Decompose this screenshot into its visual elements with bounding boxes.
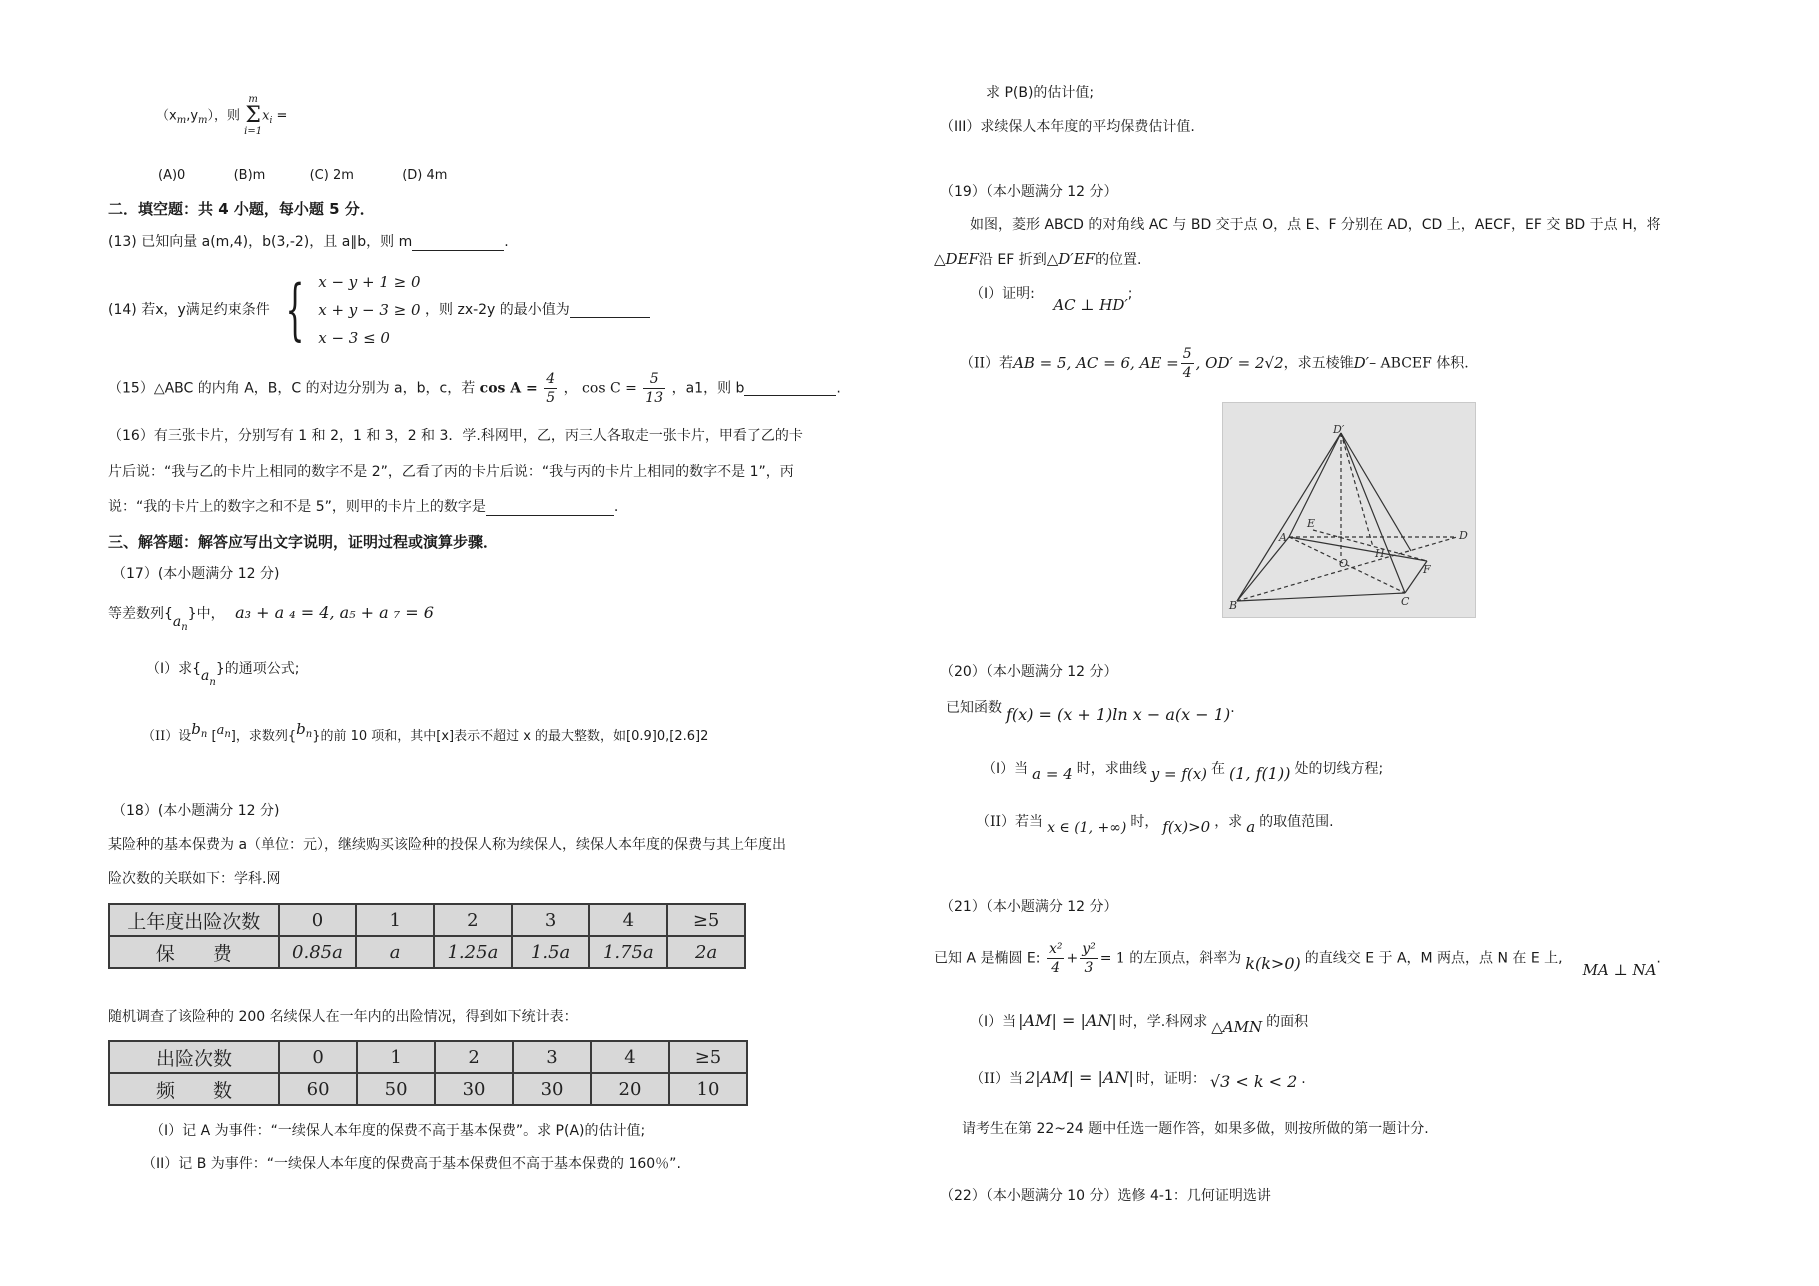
q16-line2: 片后说：“我与乙的卡片上相同的数字不是 2”，乙看了丙的卡片后说：“我与丙的卡片上相同的数字不是 1”，丙: [108, 464, 794, 480]
q17-header: （17）(本小题满分 12 分): [112, 566, 280, 582]
optional-note: 请考生在第 22~24 题中任选一题作答，如果多做，则按所做的第一题计分.: [962, 1121, 1429, 1137]
q19-part1: （I）证明: AC ⊥ HD′;: [970, 286, 1133, 314]
q17-stem: 等差数列$\{a_n\}$中， a₃ + a ₄ = 4, a₅ + a ₇ = 6: [108, 603, 434, 633]
constraint-system: { x − y + 1 ≥ 0 x + y − 3 ≥ 0 x − 3 ≤ 0: [285, 271, 421, 348]
label-f: F: [1423, 563, 1431, 576]
label-d-prime: D′: [1333, 423, 1345, 436]
label-d: D: [1459, 529, 1468, 542]
q18-stem1: 某险种的基本保费为 a（单位：元），继续购买该险种的投保人称为续保人，续保人本年度的保费与其上年度出: [108, 837, 787, 853]
q21-part2: （II）当 2|AM| = |AN| 时，证明： √3 < k < 2 .: [970, 1068, 1306, 1091]
section3-title: 三、解答题：解答应写出文字说明，证明过程或演算步骤．: [108, 533, 499, 551]
q17-part2: （II）设$b^n$ $[a^n]$，求数列$\{b^n\}$的前 10 项和，其中[x]表示不超过 x 的最大整数，如[0.9]0,[2.6]2: [142, 720, 709, 744]
q21-part1: （I）当 |AM| = |AN| 时，学.科网求 △AMN 的面积: [970, 1011, 1309, 1036]
q21-header: （21）（本小题满分 12 分）: [940, 899, 1118, 915]
section2-title: 二．填空题：共 4 小题，每小题 5 分．: [108, 200, 375, 218]
q19-header: （19）（本小题满分 12 分）: [940, 184, 1118, 200]
q19-part2: （II）若AB = 5, AC = 6, AE = $\frac{5}{4}$ , OD′ = 2√2，求五棱锥D′– ABCEF 体积.: [960, 346, 1469, 382]
q20-part2: （II）若当 x ∈ (1, +∞) 时， f(x)>0 ，求 a 的取值范围.: [976, 814, 1334, 836]
q18-cont-line1: 求 P(B)的估计值;: [986, 85, 1095, 101]
q18-part1: （I）记 A 为事件：“一续保人本年度的保费不高于基本保费”。求 P(A)的估计值;: [150, 1123, 646, 1139]
pyramid-figure: [1222, 402, 1476, 618]
q16-line3: 说：“我的卡片上的数字之和不是 5”，则甲的卡片上的数字是 .: [108, 499, 619, 515]
q17-part1: （I）求$\{a_n\}$的通项公式;: [146, 661, 300, 688]
label-e: E: [1307, 517, 1316, 530]
label-o: O: [1339, 557, 1349, 570]
q15: （15）△ABC 的内角 A，B，C 的对边分别为 a，b，c，若 cos A = $\frac{4}{5}$ ， cos C = $\frac{5}{13}$ ，a1，则 b .: [108, 371, 841, 407]
table-row: 上年度出险次数 0 1 2 3 4 ≥5: [109, 904, 745, 936]
q12-tail: $(x_m,y_m)$，则 m Σ i=1 $x_i$ =: [156, 94, 288, 137]
pyramid-diagram: [1223, 403, 1475, 617]
q18-part2: （II）记 B 为事件：“一续保人本年度的保费高于基本保费但不高于基本保费的 160％”.: [142, 1156, 681, 1172]
option-a: (A)0: [158, 168, 186, 183]
q16-line1: （16）有三张卡片，分别写有 1 和 2，1 和 3，2 和 3．学.科网甲，乙，丙三人各取走一张卡片，甲看了乙的卡: [108, 428, 803, 444]
label-h: H: [1375, 547, 1385, 560]
summation: m Σ i=1: [244, 94, 263, 137]
q13: (13) 已知向量 a(m,4)，b(3,-2)，且 a∥b，则 m .: [108, 234, 509, 250]
q12-options: [158, 168, 447, 185]
q21-stem: 已知 A 是椭圆 E: $\frac{\text{x²}}{4}$ + $\frac{\text{y²}}{3}$ = 1 的左顶点，斜率为 k(k>0) 的直线交 E 于 A，M 两点，点 N 在 E 上,MA ⊥ NA.: [934, 941, 1661, 979]
q20-header: （20）（本小题满分 12 分）: [940, 664, 1118, 680]
option-b: (B)m: [233, 168, 266, 183]
table-row: 保 费 0.85a a 1.25a 1.5a 1.75a 2a: [109, 936, 745, 968]
label-c: C: [1401, 595, 1410, 608]
frequency-table: [108, 1040, 748, 1106]
q20-part1: （I）当 a = 4 时，求曲线 y = f(x) 在 (1, f(1)) 处的切线方程;: [982, 761, 1384, 783]
label-a: A: [1279, 531, 1287, 544]
q18-stem2: 险次数的关联如下：学科.网: [108, 871, 281, 887]
table-row: 频 数 60 50 30 30 20 10: [109, 1073, 747, 1105]
q18-part3: （III）求续保人本年度的平均保费估计值.: [940, 119, 1195, 135]
q22-header: （22）（本小题满分 10 分）选修 4-1：几何证明选讲: [940, 1188, 1271, 1204]
q20-stem: 已知函数 f(x) = (x + 1)ln x − a(x − 1).: [946, 700, 1235, 724]
q19-stem1: 如图，菱形 ABCD 的对角线 AC 与 BD 交于点 O，点 E、F 分别在 AD，CD 上，AECF，EF 交 BD 于点 H，将: [970, 217, 1661, 233]
premium-table: [108, 903, 746, 969]
q18-header: （18）(本小题满分 12 分): [112, 803, 280, 819]
option-c: (C) 2m: [309, 168, 354, 183]
option-d: (D) 4m: [402, 168, 448, 183]
q14: (14) 若x，y满足约束条件 { x − y + 1 ≥ 0 x + y − 3 ≥ 0 x − 3 ≤ 0 ，则 zx-2y 的最小值为: [108, 268, 650, 352]
table-row: 出险次数 0 1 2 3 4 ≥5: [109, 1041, 747, 1073]
q19-stem2: △DEF沿 EF 折到△D′EF的位置.: [934, 250, 1142, 268]
q18-stem3: 随机调查了该险种的 200 名续保人在一年内的出险情况，得到如下统计表：: [108, 1009, 578, 1025]
label-b: B: [1229, 599, 1238, 612]
